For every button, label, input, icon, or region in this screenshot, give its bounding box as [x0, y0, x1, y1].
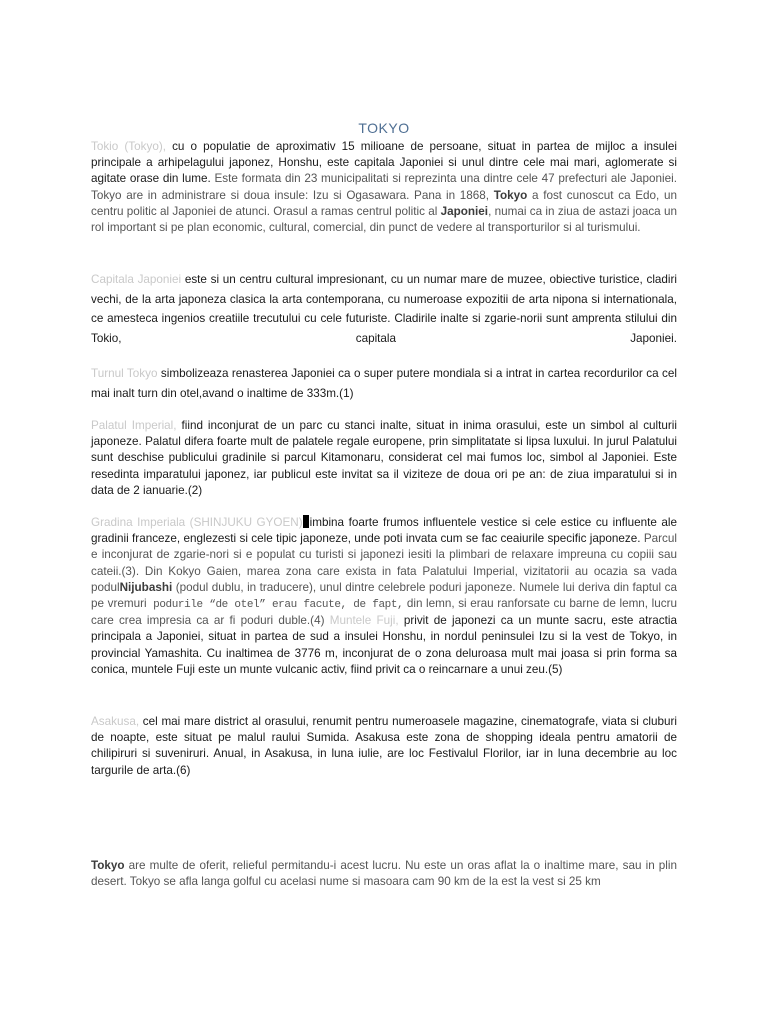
key-term: Gradina Imperiala (SHINJUKU GYOEN)	[91, 516, 303, 529]
key-term: Tokio (Tokyo),	[91, 140, 166, 153]
key-term: Muntele Fuji,	[329, 614, 399, 628]
paragraph-relief	[91, 858, 677, 890]
paragraph-turnul	[91, 364, 677, 403]
mono-run: podurile “de otel” erau facute, de fapt,	[146, 599, 404, 612]
key-term: Capitala Japoniei	[91, 273, 182, 286]
text-run: este si un centru cultural impresionant, cu un numar mare de muzee, obiective turistice, cladiri vechi, de la arta japoneza clasica la arta contemporana, cu numeroase expozitii de arta nipona si internationala, ce amesteca ingenios creatiile trecutului cu cele futuriste. Cladirile inalte si zgarie-norii sunt amprenta stilului din Tokio, capitala Japoniei.	[91, 273, 678, 345]
text-run: privit de japonezi ca un munte sacru, este atractia principala a Japoniei, situat in partea de sud a insulei Honshu, in nordul peninsulei Izu si la vest de Tokyo, in provincial Yamashita. Cu inaltimea de 3776 m, inconjurat de o zona deluroasa mult mai joasa si prin forma sa conica, muntele Fuji este un munte vulcanic activ, fiind privit ca o reincarnare a unui zeu.(5)	[91, 614, 677, 676]
text-cursor	[303, 515, 309, 528]
text-run: din lemn, si erau ranforsate cu barne de lemn, lucru care crea impresia ca ar fi poduri duble.(4)	[91, 597, 677, 628]
paragraph-capitala	[91, 270, 677, 348]
text-run: are multe de oferit, relieful permitandu-i acest lucru. Nu este un oras aflat la o inaltime mare, sau in plin desert. Tokyo se afla langa golful cu acelasi nume si masoara cam 90 km de la est la vest si 25 km	[91, 859, 677, 889]
text-run: Parcul e inconjurat de zgarie-nori si e populat cu turisti si japonezi iesiti la plimbari de relaxare impreuna cu copiii sau cateii.(3). Din Kokyo Gaien, marea zona care exista in fata Palatului Imperial, vizitatorii au ocazia sa vada podul	[91, 532, 677, 594]
text-run: Este formata din 23 municipalitati si reprezinta una dintre cele 47 prefecturi ale Japoniei. Tokyo are in administrare si doua insule: Izu si Ogasawara. Pana in 1868,	[91, 172, 677, 202]
key-term: Turnul Tokyo	[91, 367, 158, 380]
text-run: imbina foarte frumos influentele vestice si cele estice cu influente ale gradinii franceze, englezesti si cele tipic japoneze, unde poti invata cum se fac ceaiurile specific japoneze.	[91, 516, 677, 546]
text-run: simbolizeaza renasterea Japoniei ca o super putere mondiala si a intrat in cartea recordurilor ca cel mai inalt turn din otel,avand o inaltime de 333m.(1)	[91, 367, 677, 400]
paragraph-asakusa	[91, 714, 677, 779]
paragraph-gradina	[91, 515, 677, 678]
text-run: fiind inconjurat de un parc cu stanci inalte, situat in inima orasului, este un simbol al culturii japoneze. Palatul difera foarte mult de palatele regale europene, prin simplitatate si lipsa luxului. In jurul Palatului sunt deschise publicului gradinile si parcul Kitamonaru, considerat cel mai fumos loc, simbol al Japoniei. Este resedinta imparatului japonez, iar publicul este invitat sa il viziteze de doua ori pe an: de ziua imparatului si in data de 2 ianuarie.(2)	[91, 419, 677, 497]
key-term: Palatul Imperial,	[91, 419, 177, 432]
bold-term: Tokyo	[91, 859, 125, 872]
paragraph-tokio	[91, 139, 677, 236]
text-run: (podul dublu, in traducere), unul dintre celebrele poduri japoneze. Numele lui deriva din faptul ca pe vremuri	[91, 580, 677, 611]
page-title: TOKYO	[358, 120, 410, 136]
bold-term: Tokyo	[493, 188, 528, 202]
paragraph-palatul	[91, 418, 677, 499]
bold-term: Nijubashi	[119, 580, 173, 594]
text-run: , numai ca in ziua de astazi joaca un rol important si pe plan economic, cultural, comercial, din punct de vedere al transporturilor si al turismului.	[91, 204, 677, 235]
key-term: Asakusa,	[91, 715, 140, 728]
text-run: cu o populatie de aproximativ 15 milioane de persoane, situat in partea de mijloc a insulei principale a arhipelagului japonez, Honshu, este capitala Japoniei si unul dintre cele mai mari, aglomerate si agitate orase din lume.	[91, 140, 677, 186]
bold-term: Japoniei	[440, 204, 489, 218]
text-run: cel mai mare district al orasului, renumit pentru numeroasele magazine, cinematografe, viata si cluburi de noapte, este situat pe malul raului Sumida. Asakusa este zona de shopping ideala pentru amatorii de chilipiruri si suveniruri. Anual, in Asakusa, in luna iulie, are loc Festivalul Florilor, iar in luna decembrie au loc targurile de arta.(6)	[91, 715, 677, 777]
text-run: a fost cunoscut ca Edo, un centru politic al Japoniei de atunci. Orasul a ramas centrul politic al	[91, 188, 677, 218]
